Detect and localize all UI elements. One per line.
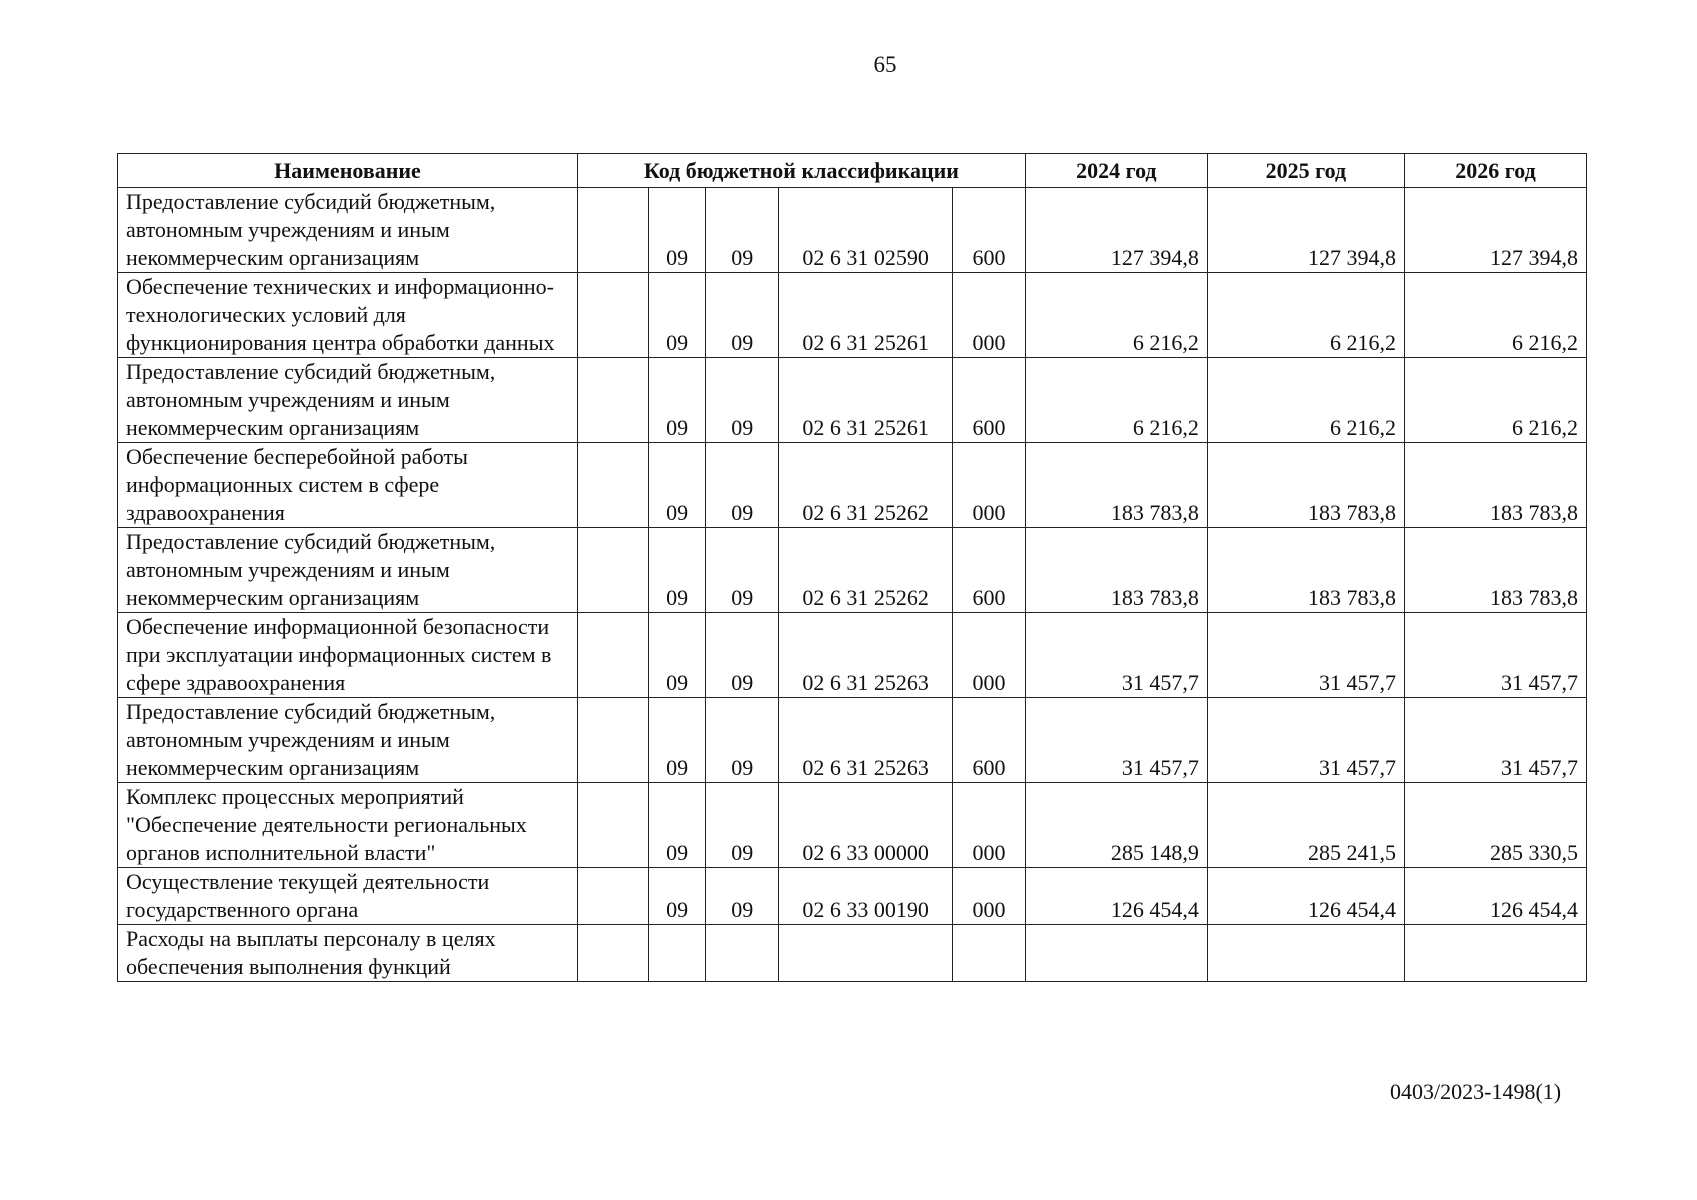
row-blank-code-cell [578,528,649,613]
row-code-expense-type-cell: 000 [953,868,1026,925]
header-name: Наименование [118,154,578,188]
row-value-2024-cell: 183 783,8 [1025,443,1207,528]
row-value-2026-cell: 6 216,2 [1404,358,1586,443]
row-value-2025-cell: 183 783,8 [1207,443,1404,528]
row-code-target-cell: 02 6 31 25261 [779,273,953,358]
row-value-2024-cell: 31 457,7 [1025,698,1207,783]
row-value-2024-cell: 126 454,4 [1025,868,1207,925]
table-row [118,783,1587,868]
row-code-expense-type-cell: 000 [953,443,1026,528]
budget-table-wrapper [117,153,1587,982]
table-row [118,868,1587,925]
row-name-cell: Комплекс процессных мероприятий "Обеспечение деятельности региональных органов исполнительной власти" [118,783,578,868]
row-code-section-cell: 09 [648,528,706,613]
row-value-2024-cell: 6 216,2 [1025,273,1207,358]
table-row [118,528,1587,613]
row-name-cell: Расходы на выплаты персоналу в целях обеспечения выполнения функций [118,925,578,982]
table-row [118,698,1587,783]
row-code-section-cell: 09 [648,443,706,528]
header-2024: 2024 год [1025,154,1207,188]
page-number: 65 [873,52,897,77]
row-value-2026-cell: 6 216,2 [1404,273,1586,358]
row-blank-code-cell [578,613,649,698]
row-blank-code-cell [578,188,649,273]
row-value-2026-cell: 127 394,8 [1404,188,1586,273]
row-value-2025-cell: 285 241,5 [1207,783,1404,868]
row-blank-code-cell [578,358,649,443]
row-code-section-cell: 09 [648,698,706,783]
row-code-target-cell: 02 6 31 02590 [779,188,953,273]
row-value-2024-cell: 285 148,9 [1025,783,1207,868]
row-code-target-cell: 02 6 31 25263 [779,698,953,783]
row-code-subsection-cell: 09 [706,868,779,925]
row-value-2025-cell: 6 216,2 [1207,358,1404,443]
row-value-2024-cell: 6 216,2 [1025,358,1207,443]
table-header-row [118,154,1587,188]
row-name-cell: Обеспечение бесперебойной работы информационных систем в сфере здравоохранения [118,443,578,528]
row-code-target-cell: 02 6 33 00000 [779,783,953,868]
header-code: Код бюджетной классификации [578,154,1026,188]
row-value-2025-cell [1207,925,1404,982]
row-code-expense-type-cell: 600 [953,188,1026,273]
row-name-cell: Осуществление текущей деятельности государственного органа [118,868,578,925]
row-code-expense-type-cell: 000 [953,783,1026,868]
row-value-2025-cell: 31 457,7 [1207,698,1404,783]
table-row [118,443,1587,528]
row-code-target-cell: 02 6 31 25262 [779,528,953,613]
row-value-2026-cell: 285 330,5 [1404,783,1586,868]
row-blank-code-cell [578,273,649,358]
row-value-2024-cell [1025,925,1207,982]
row-value-2025-cell: 183 783,8 [1207,528,1404,613]
table-row [118,613,1587,698]
row-blank-code-cell [578,443,649,528]
row-name-cell: Обеспечение информационной безопасности при эксплуатации информационных систем в сфере здравоохранения [118,613,578,698]
row-code-subsection-cell: 09 [706,273,779,358]
table-row [118,273,1587,358]
row-name-cell: Предоставление субсидий бюджетным, автономным учреждениям и иным некоммерческим организациям [118,188,578,273]
row-value-2025-cell: 126 454,4 [1207,868,1404,925]
row-name-cell: Обеспечение технических и информационно-технологических условий для функционирования центра обработки данных [118,273,578,358]
row-code-section-cell: 09 [648,868,706,925]
row-code-subsection-cell: 09 [706,528,779,613]
row-code-subsection-cell: 09 [706,698,779,783]
row-code-expense-type-cell: 000 [953,273,1026,358]
header-2026: 2026 год [1404,154,1586,188]
table-row [118,188,1587,273]
row-code-expense-type-cell: 600 [953,698,1026,783]
row-code-subsection-cell [706,925,779,982]
row-value-2026-cell: 31 457,7 [1404,613,1586,698]
row-code-section-cell: 09 [648,613,706,698]
row-value-2026-cell: 183 783,8 [1404,443,1586,528]
row-value-2024-cell: 183 783,8 [1025,528,1207,613]
row-value-2024-cell: 31 457,7 [1025,613,1207,698]
header-2025: 2025 год [1207,154,1404,188]
row-code-subsection-cell: 09 [706,443,779,528]
table-row [118,358,1587,443]
table-body [118,188,1587,982]
row-code-section-cell: 09 [648,358,706,443]
row-code-section-cell: 09 [648,188,706,273]
row-code-section-cell: 09 [648,783,706,868]
document-id: 0403/2023-1498(1) [1390,1079,1562,1104]
row-code-target-cell: 02 6 33 00190 [779,868,953,925]
row-blank-code-cell [578,698,649,783]
row-blank-code-cell [578,868,649,925]
budget-table [117,153,1587,982]
row-blank-code-cell [578,783,649,868]
row-name-cell: Предоставление субсидий бюджетным, автономным учреждениям и иным некоммерческим организациям [118,358,578,443]
row-code-target-cell: 02 6 31 25263 [779,613,953,698]
row-value-2026-cell [1404,925,1586,982]
row-code-section-cell [648,925,706,982]
row-code-section-cell: 09 [648,273,706,358]
row-code-subsection-cell: 09 [706,613,779,698]
row-value-2026-cell: 183 783,8 [1404,528,1586,613]
row-code-target-cell [779,925,953,982]
row-blank-code-cell [578,925,649,982]
row-value-2025-cell: 6 216,2 [1207,273,1404,358]
row-value-2026-cell: 126 454,4 [1404,868,1586,925]
row-code-target-cell: 02 6 31 25262 [779,443,953,528]
row-name-cell: Предоставление субсидий бюджетным, автономным учреждениям и иным некоммерческим организациям [118,528,578,613]
row-value-2024-cell: 127 394,8 [1025,188,1207,273]
row-code-expense-type-cell: 000 [953,613,1026,698]
row-code-subsection-cell: 09 [706,358,779,443]
row-code-subsection-cell: 09 [706,783,779,868]
row-name-cell: Предоставление субсидий бюджетным, автономным учреждениям и иным некоммерческим организациям [118,698,578,783]
row-value-2026-cell: 31 457,7 [1404,698,1586,783]
row-value-2025-cell: 31 457,7 [1207,613,1404,698]
row-value-2025-cell: 127 394,8 [1207,188,1404,273]
row-code-expense-type-cell: 600 [953,358,1026,443]
row-code-subsection-cell: 09 [706,188,779,273]
row-code-expense-type-cell: 600 [953,528,1026,613]
table-row [118,925,1587,982]
row-code-expense-type-cell [953,925,1026,982]
row-code-target-cell: 02 6 31 25261 [779,358,953,443]
